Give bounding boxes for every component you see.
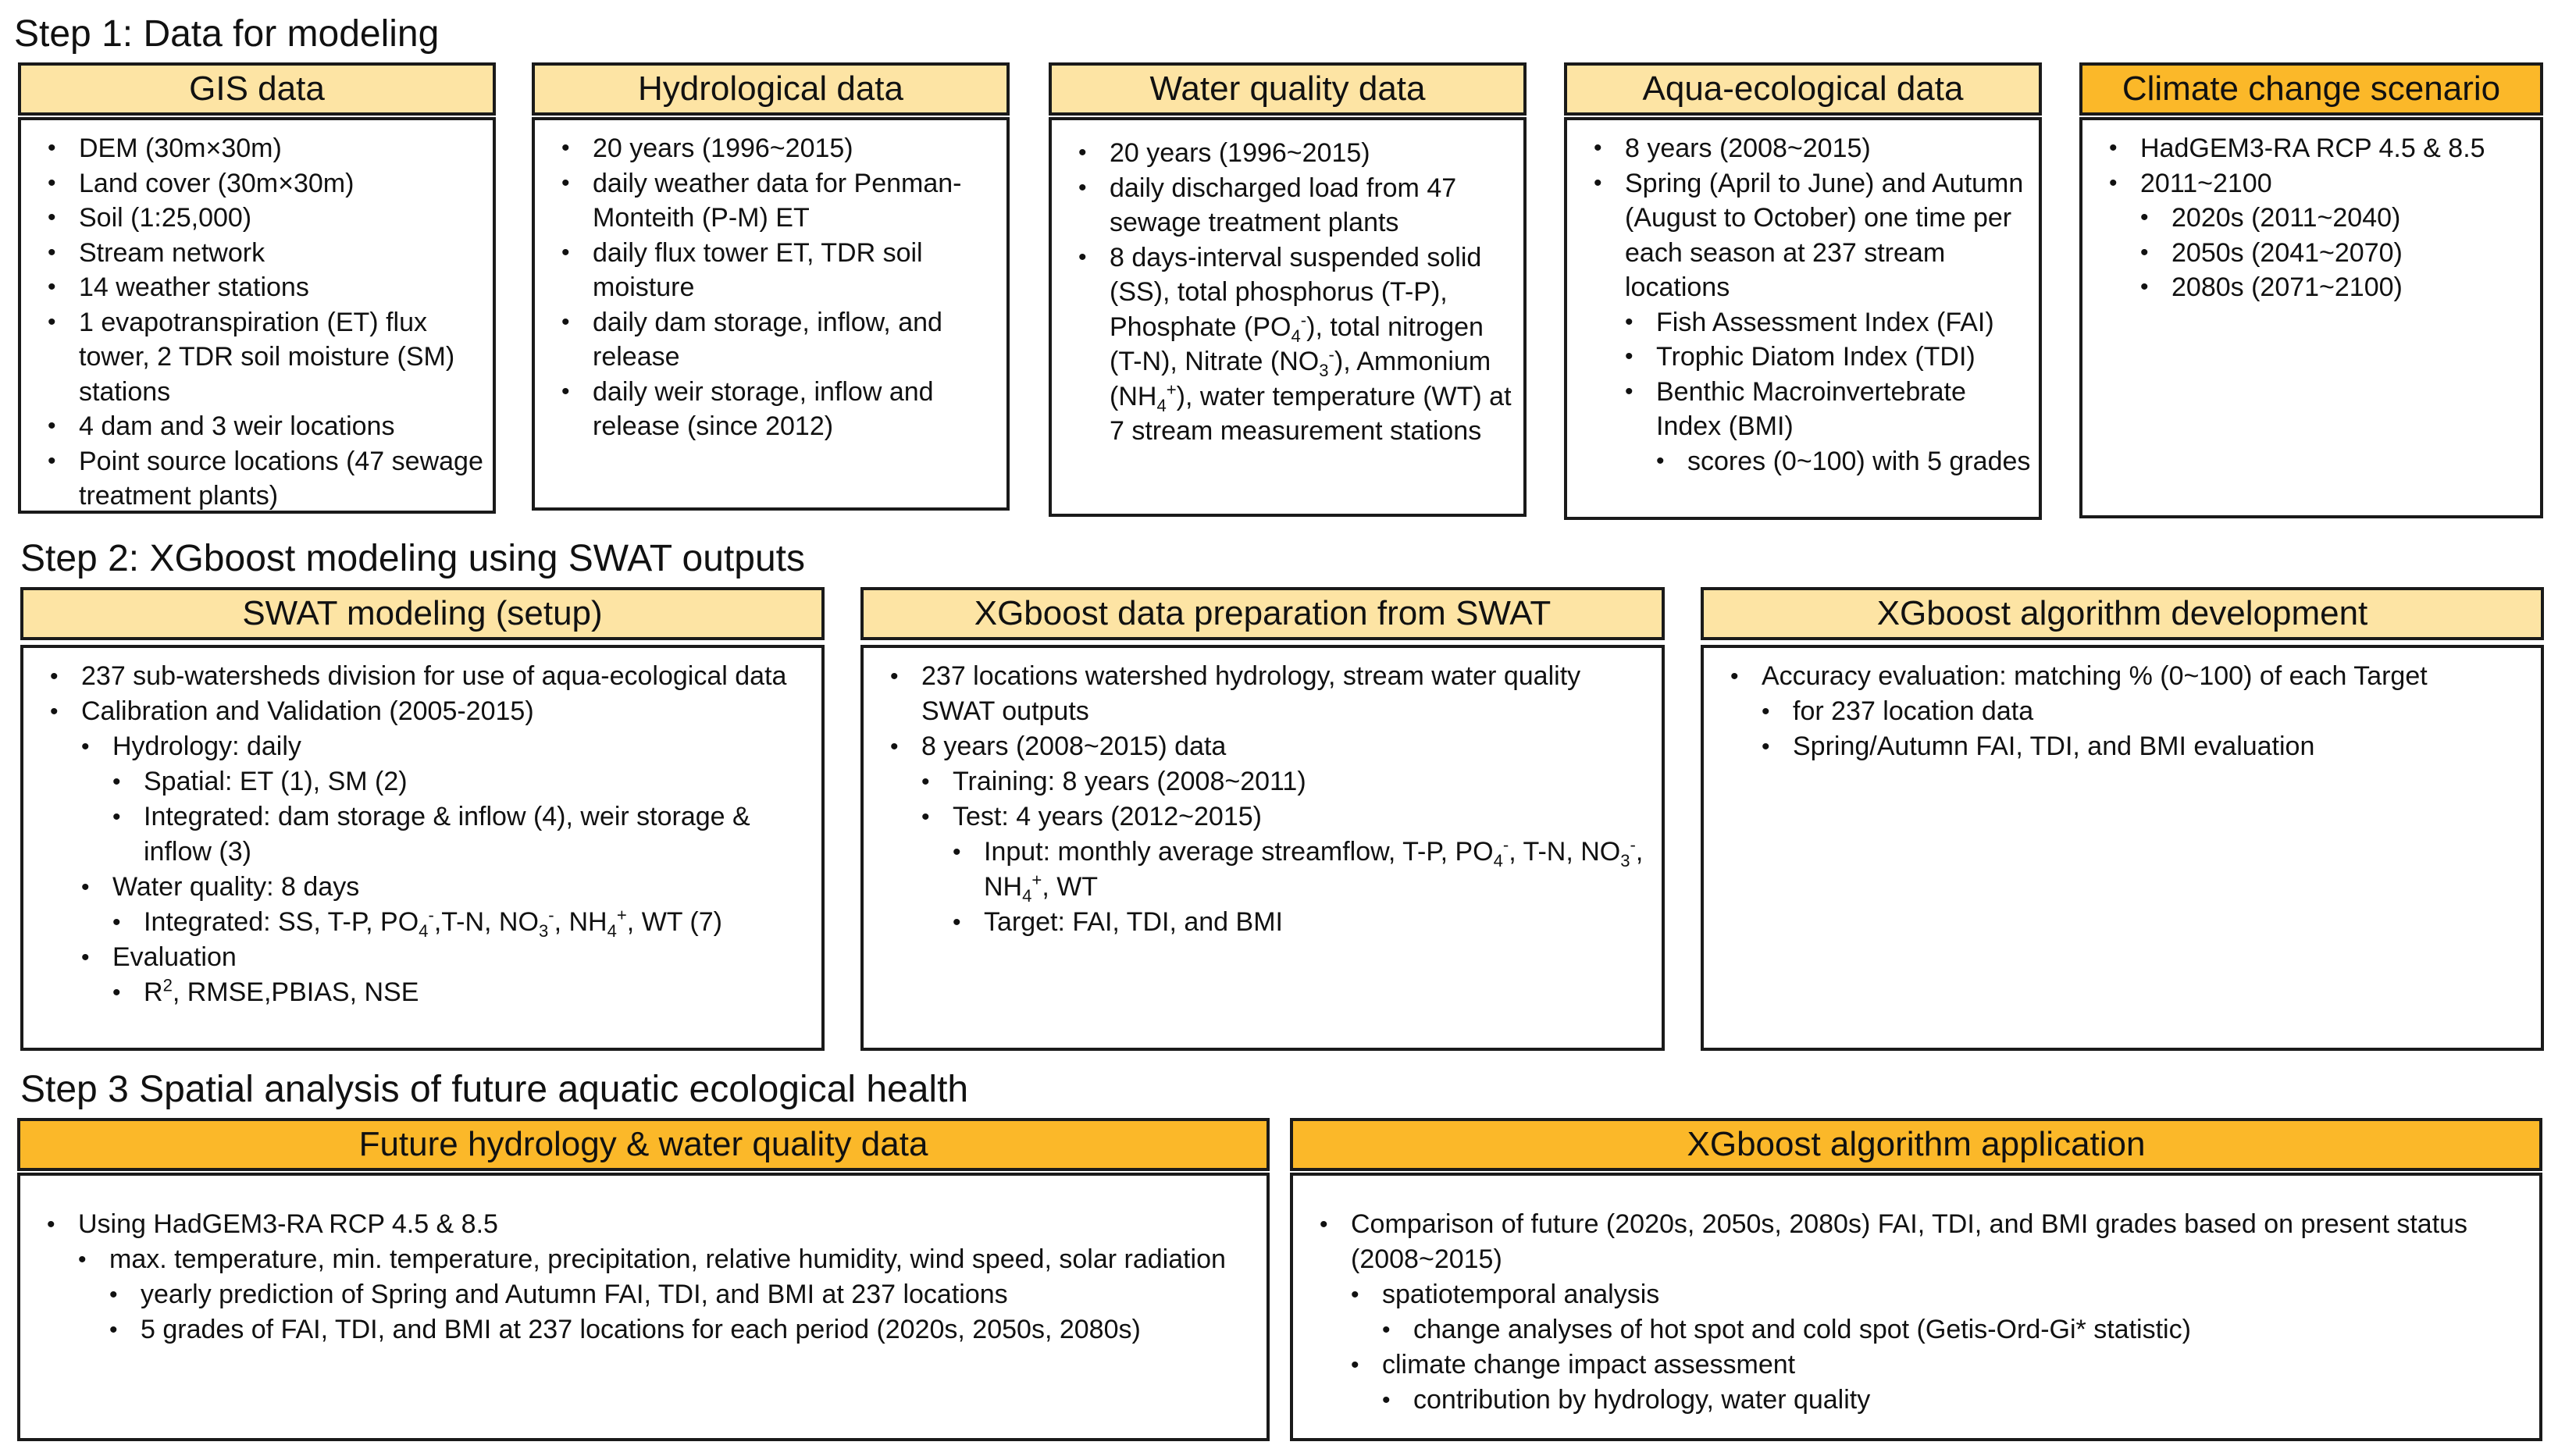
xgboost-algorithm-application-header: XGboost algorithm application <box>1290 1118 2542 1171</box>
list-item: • 20 years (1996~2015) <box>546 131 999 166</box>
list-item: • 2050s (2041~2070) <box>2093 236 2532 271</box>
gis-data-header: GIS data <box>18 62 496 116</box>
xgboost-algorithm-application-box <box>1290 1173 2542 1441</box>
future-hydrology-header: Future hydrology & water quality data <box>17 1118 1270 1171</box>
list-item: • DEM (30m×30m) <box>32 131 485 166</box>
list-item: • 1 evapotranspiration (ET) flux tower, 2 TDR soil moisture (SM) stations <box>32 305 485 410</box>
list-item: • 2011~2100 <box>2093 166 2532 201</box>
list-item: • HadGEM3-RA RCP 4.5 & 8.5 <box>2093 131 2532 166</box>
list-item: • Spatial: ET (1), SM (2) <box>34 764 814 799</box>
hydrological-data-header: Hydrological data <box>532 62 1010 116</box>
list-item: • Integrated: SS, T-P, $PO_4^-,T-N$, $NO_3^-$, $NH_4^+$, WT (7) <box>34 905 814 940</box>
list-item: • Land cover (30m×30m) <box>32 166 485 201</box>
list-item: • Water quality: 8 days <box>34 870 814 905</box>
list-item: • 4 dam and 3 weir locations <box>32 409 485 444</box>
water-quality-data-header: Water quality data <box>1049 62 1527 116</box>
list-item: • 2020s (2011~2040) <box>2093 201 2532 236</box>
list-item: • Fish Assessment Index (FAI) <box>1578 305 2031 340</box>
xgboost-data-preparation-header: XGboost data preparation from SWAT <box>860 587 1665 640</box>
list-item: • 237 locations watershed hydrology, stream water quality SWAT outputs <box>875 659 1654 729</box>
list-item: • Training: 8 years (2008~2011) <box>875 764 1654 799</box>
list-item: • contribution by hydrology, water quality <box>1304 1383 2531 1418</box>
swat-modeling-box <box>20 645 825 1051</box>
list-item: • Comparison of future (2020s, 2050s, 2080s) FAI, TDI, and BMI grades based on present status (2008~2015) <box>1304 1207 2531 1277</box>
climate-change-scenario-box <box>2079 117 2543 518</box>
list-item: • yearly prediction of Spring and Autumn FAI, TDI, and BMI at 237 locations <box>31 1277 1259 1312</box>
list-item: • scores (0~100) with 5 grades <box>1578 444 2031 479</box>
list-item: • daily flux tower ET, TDR soil moisture <box>546 236 999 305</box>
list-item: • spatiotemporal analysis <box>1304 1277 2531 1312</box>
list-item: • Accuracy evaluation: matching % (0~100) of each Target <box>1715 659 2533 694</box>
gis-data-box <box>18 117 496 514</box>
list-item: • 14 weather stations <box>32 270 485 305</box>
list-item: • daily discharged load from 47 sewage treatment plants <box>1063 171 1516 240</box>
step2-title: Step 2: XGboost modeling using SWAT outputs <box>20 538 805 579</box>
hydrological-data-box <box>532 117 1010 511</box>
list-item: • Benthic Macroinvertebrate Index (BMI) <box>1578 375 2031 444</box>
list-item: • Hydrology: daily <box>34 729 814 764</box>
list-item: • daily weir storage, inflow and release (since 2012) <box>546 375 999 444</box>
xgboost-data-preparation-box <box>860 645 1665 1051</box>
list-item: • Trophic Diatom Index (TDI) <box>1578 340 2031 375</box>
list-item: • for 237 location data <box>1715 694 2533 729</box>
list-item: • Target: FAI, TDI, and BMI <box>875 905 1654 940</box>
list-item: • Soil (1:25,000) <box>32 201 485 236</box>
list-item: • Stream network <box>32 236 485 271</box>
aqua-ecological-data-box <box>1564 117 2042 520</box>
list-item: • max. temperature, min. temperature, precipitation, relative humidity, wind speed, solar radiation <box>31 1242 1259 1277</box>
list-item: • Using HadGEM3-RA RCP 4.5 & 8.5 <box>31 1207 1259 1242</box>
list-item: • 237 sub-watersheds division for use of aqua-ecological data <box>34 659 814 694</box>
list-item: • climate change impact assessment <box>1304 1347 2531 1383</box>
list-item: • Spring/Autumn FAI, TDI, and BMI evaluation <box>1715 729 2533 764</box>
swat-modeling-header: SWAT modeling (setup) <box>20 587 825 640</box>
list-item: • 5 grades of FAI, TDI, and BMI at 237 locations for each period (2020s, 2050s, 2080s) <box>31 1312 1259 1347</box>
climate-change-scenario-header: Climate change scenario <box>2079 62 2543 116</box>
list-item: • daily dam storage, inflow, and release <box>546 305 999 375</box>
list-item: • 2080s (2071~2100) <box>2093 270 2532 305</box>
step1-title: Step 1: Data for modeling <box>14 13 440 55</box>
list-item: • Spring (April to June) and Autumn (August to October) one time per each season at 237 stream locations <box>1578 166 2031 305</box>
water-quality-data-box <box>1049 117 1527 517</box>
xgboost-algorithm-development-header: XGboost algorithm development <box>1701 587 2544 640</box>
list-item: • 20 years (1996~2015) <box>1063 136 1516 171</box>
list-item: • daily weather data for Penman-Monteith (P-M) ET <box>546 166 999 236</box>
list-item: • Integrated: dam storage & inflow (4), weir storage & inflow (3) <box>34 799 814 870</box>
xgboost-algorithm-development-box <box>1701 645 2544 1051</box>
list-item: • change analyses of hot spot and cold spot (Getis-Ord-Gi* statistic) <box>1304 1312 2531 1347</box>
list-item: • Test: 4 years (2012~2015) <box>875 799 1654 835</box>
list-item: • Point source locations (47 sewage treatment plants) <box>32 444 485 514</box>
list-item: • Calibration and Validation (2005-2015) <box>34 694 814 729</box>
list-item: • 8 years (2008~2015) data <box>875 729 1654 764</box>
list-item: • 8 days-interval suspended solid (SS), total phosphorus (T-P), Phosphate $(PO_4^-)$, total nitrogen (T-N), Nitrate $(NO_3^-)$, Ammonium $(NH_4^+)$, water temperature (WT) at 7 stream measurement stations <box>1063 240 1516 449</box>
future-hydrology-box <box>17 1173 1270 1441</box>
list-item: • Input: monthly average streamflow, T-P, $PO_4^-$, T-N, $NO_3^-$, $NH_4^+$, WT <box>875 835 1654 905</box>
list-item: • 8 years (2008~2015) <box>1578 131 2031 166</box>
step3-title: Step 3 Spatial analysis of future aquatic ecological health <box>20 1069 969 1110</box>
aqua-ecological-data-header: Aqua-ecological data <box>1564 62 2042 116</box>
list-item: • Evaluation <box>34 940 814 975</box>
list-item: • $R^2$, RMSE,PBIAS, NSE <box>34 975 814 1010</box>
